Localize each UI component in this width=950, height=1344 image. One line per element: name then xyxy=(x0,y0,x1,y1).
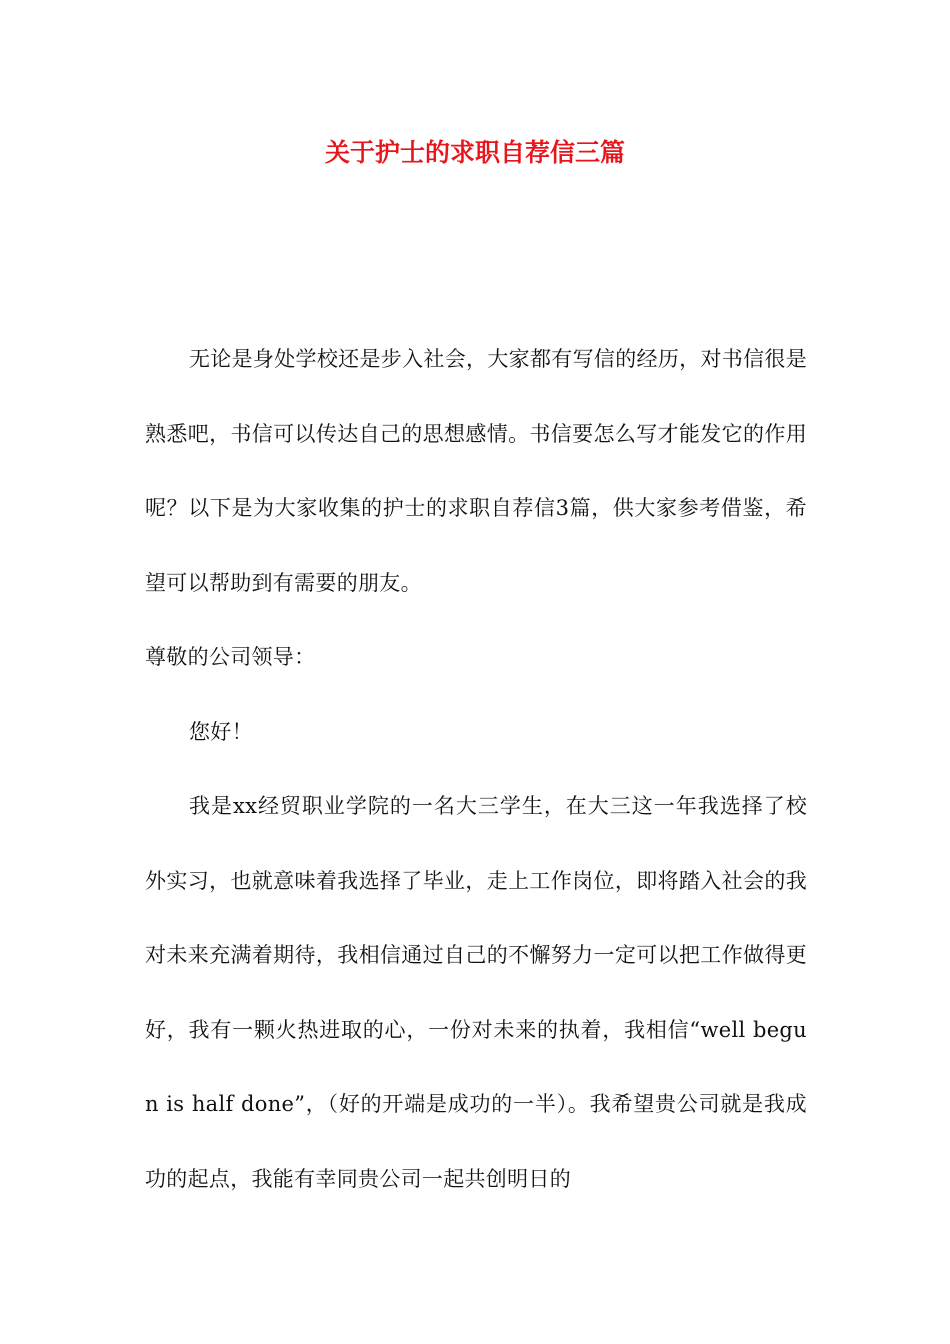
document-body xyxy=(145,322,807,1216)
intro-paragraph: 无论是身处学校还是步入社会，大家都有写信的经历，对书信很是熟悉吧，书信可以传达自己的思想感情。书信要怎么写才能发它的作用呢？以下是为大家收集的护士的求职自荐信3篇，供大家参考借鉴，希望可以帮助到有需要的朋友。 xyxy=(145,347,807,595)
greeting: 您好！ xyxy=(189,719,253,744)
document-title: 关于护士的求职自荐信三篇 xyxy=(324,138,625,167)
letter-body-paragraph: 我是xx经贸职业学院的一名大三学生，在大三这一年我选择了校外实习，也就意味着我选择了毕业，走上工作岗位，即将踏入社会的我对未来充满着期待，我相信通过自己的不懈努力一定可以把工作做得更好，我有一颗火热进取的心，一份对未来的执着，我相信“well begun is half done”，（好的开端是成功的一半）。我希望贵公司就是我成功的起点，我能有幸同贵公司一起共创明日的 xyxy=(145,794,807,1191)
salutation: 尊敬的公司领导： xyxy=(145,645,316,669)
